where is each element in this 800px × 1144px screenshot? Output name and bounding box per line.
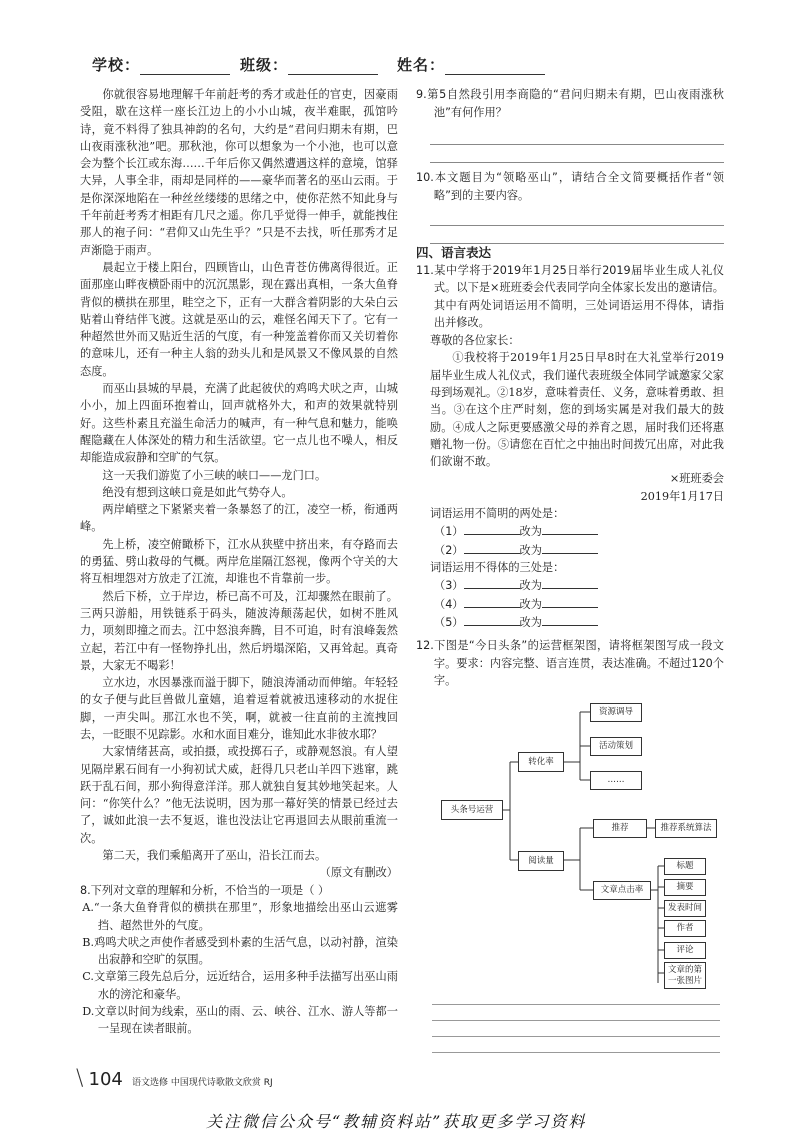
node-recommend: 推荐 bbox=[593, 819, 647, 838]
fill-num: （3） bbox=[434, 579, 464, 593]
article-paragraph: 两岸峭壁之下紧紧夹着一条暴怒了的江，凌空一桥，衔通两峰。 bbox=[80, 503, 398, 534]
change-word: 改为 bbox=[519, 543, 542, 557]
q8-option-c[interactable]: C.文章第三段先总后分，远近结合，运用多种手法描写出巫山雨水的滂沱和豪华。 bbox=[82, 970, 398, 1001]
name-input-line[interactable] bbox=[445, 58, 545, 75]
answer-line[interactable] bbox=[430, 145, 724, 163]
section-heading: 四、语言表达 bbox=[416, 245, 492, 261]
school-field bbox=[92, 54, 230, 75]
q8-option-b[interactable]: B.鸡鸣犬吠之声使作者感受到朴素的生活气息，以动衬静，渲染出寂静和空旷的氛围。 bbox=[82, 935, 398, 967]
class-field bbox=[240, 54, 378, 75]
blank[interactable] bbox=[464, 613, 520, 626]
article-paragraph: 这一天我们游览了小三峡的峡口——龙门口。 bbox=[102, 468, 327, 482]
change-word: 改为 bbox=[519, 525, 542, 539]
fill-row bbox=[416, 613, 724, 631]
node-author: 作者 bbox=[664, 920, 706, 937]
page-footer: \ 104 语文选修 中国现代诗歌散文欣赏 RJ bbox=[76, 1066, 273, 1091]
bottom-note: 关注微信公众号“教辅资料站”获取更多学习资料 bbox=[206, 1112, 587, 1131]
node-root: 头条号运营 bbox=[441, 800, 503, 820]
answer-line[interactable] bbox=[432, 1036, 720, 1037]
blank[interactable] bbox=[542, 613, 598, 626]
name-label: 姓名： bbox=[397, 56, 446, 74]
blank[interactable] bbox=[542, 576, 598, 589]
letter-body: ①我校将于2019年1月25日早8时在大礼堂举行2019届毕业生成人礼仪式，我们谨代表班级全体同学诚邀家父家母到场观礼。②18岁，意味着责任、义务，意味着勇敢、担当。③在这个庄严时刻，您的到场实属是对我们最大的鼓励。④成人之际更要感激父母的养育之恩，届时我们还将惠赠礼物一份。⑤请您在百忙之中抽出时间拨冗出席，对此我们欲谢不敢。 bbox=[430, 351, 724, 469]
blank[interactable] bbox=[464, 522, 520, 535]
node-title: 标题 bbox=[664, 858, 706, 875]
blank[interactable] bbox=[542, 522, 598, 535]
node-ellipsis: …… bbox=[590, 771, 642, 790]
node-conversion: 转化率 bbox=[518, 752, 564, 772]
fill-row bbox=[416, 541, 724, 559]
article-paragraph: 晨起立于楼上阳台，四顾皆山，山色青苍仿佛离得很近。正面那座山畔夜横卧雨中的沉沉黑影，现在露出真相，一条大鱼脊背似的横拱在那里，畦空之下，正有一大群含着阴影的大朵白云贴着山脊结伴飞渡。这就是巫山的云，难怪名闻天下了。它有一种超然世外而又贴近生活的气度，有一种笼盖着你而又关切着你的意味儿，还有一种主人翁的劲头儿和是风景又不像风景的自然态度。 bbox=[80, 260, 398, 378]
article-paragraph: 绝没有想到这峡口竟是如此气势夺人。 bbox=[102, 485, 293, 499]
fill-num: （5） bbox=[434, 615, 464, 629]
answer-line[interactable] bbox=[432, 1052, 720, 1053]
left-column bbox=[80, 86, 398, 1038]
question-11: 11.某中学将于2019年1月25日举行2019届毕业生成人礼仪式。以下是×班班委会代表同学向全体家长发出的邀请信。其中有两处词语运用不简明，三处词语运用不得体，请指出并修改。 bbox=[416, 263, 724, 330]
name-field bbox=[397, 54, 545, 75]
right-column bbox=[416, 86, 724, 690]
fill-row bbox=[416, 522, 724, 540]
letter-greeting: 尊敬的各位家长： bbox=[430, 334, 520, 348]
answer-line[interactable] bbox=[432, 1004, 720, 1005]
concise-label: 词语运用不简明的两处是： bbox=[430, 507, 565, 521]
fill-num: （4） bbox=[434, 597, 464, 611]
source-note: （原文有删改） bbox=[319, 866, 398, 880]
answer-line[interactable] bbox=[430, 208, 724, 226]
question-8: 8.下列对文章的理解和分析，不恰当的一项是（ ） bbox=[80, 883, 330, 897]
book-title: 语文选修 中国现代诗歌散文欣赏 RJ bbox=[131, 1078, 273, 1088]
q8-option-d[interactable]: D.文章以时间为线索，巫山的雨、云、峡谷、江水、游人等都一一呈现在读者眼前。 bbox=[82, 1005, 398, 1036]
article-paragraph: 第二天，我们乘船离开了巫山，沿长江而去。 bbox=[102, 849, 327, 863]
blank[interactable] bbox=[464, 595, 520, 608]
blank[interactable] bbox=[542, 595, 598, 608]
question-10: 10.本文题目为“领略巫山”，请结合全文简要概括作者“领略”到的主要内容。 bbox=[416, 171, 724, 202]
question-12: 12.下图是“今日头条”的运营框架图，请将框架图写成一段文字。要求：内容完整、语言连贯，表达准确。不超过120个字。 bbox=[416, 639, 724, 688]
article-paragraph: 大家情绪甚高，或拍摄，或投掷石子，或静观怒浪。有人望见隔岸累石间有一小狗初试犬威，赶得几只老山羊四下逃窜，跳跃于乱石间，那小狗得意洋洋。那人就独自复其妙地笑起来。人问：“你笑什么？”他无法说明，因为那一幕好笑的情景已经过去了，诚如此浪一去不复返，谁也没法让它再退回去从眼前重流一次。 bbox=[80, 745, 398, 845]
answer-line[interactable] bbox=[432, 1020, 720, 1021]
class-input-line[interactable] bbox=[288, 58, 378, 75]
answer-line[interactable] bbox=[430, 226, 724, 244]
article-paragraph: 然后下桥，立于岸边，桥已高不可及，江却骤然在眼前了。三两只游船，用铁链系于码头，随波涛颠荡起伏，如树不胜风力，项刻即撞之而去。江中怒浪奔腾，目不可追，时有浪峰轰然立起，若江中有一怪物挣扎出，然后坍塌深陷，又再耸起。真奇景，大家无不喝彩！ bbox=[80, 589, 398, 672]
article-paragraph: 而巫山县城的早晨，充满了此起彼伏的鸡鸣犬吠之声，山城小小，加上四面环抱着山，回声就格外大，和声的效果就特别好。这些朴素且充溢生命活力的喊声，有一种气息和魅力，能唤醒隐藏在人体深处的精力和生活欲望。它一点儿也不噪人，相反却能造成寂静和空旷的气氛。 bbox=[80, 382, 398, 465]
article-paragraph: 先上桥，凌空俯瞰桥下，江水从狭壁中挤出来，有夺路而去的勇猛、劈山救母的气概。两岸危崖隔江怒视，像两个守关的大将互相埋怨对方放走了江流，却谁也不肯靠前一步。 bbox=[80, 537, 398, 586]
letter-signature: ×班班委会 bbox=[669, 472, 724, 486]
node-summary: 摘要 bbox=[664, 879, 706, 896]
class-label: 班级： bbox=[240, 56, 289, 74]
node-first-image: 文章的第一张图片 bbox=[664, 962, 706, 989]
question-9: 9.第5自然段引用李商隐的“君问归期未有期，巴山夜雨涨秋池”有何作用？ bbox=[416, 88, 724, 119]
fill-num: （1） bbox=[434, 525, 464, 539]
change-word: 改为 bbox=[519, 597, 542, 611]
node-activity: 活动策划 bbox=[590, 737, 642, 756]
answer-line[interactable] bbox=[430, 127, 724, 145]
blank[interactable] bbox=[464, 541, 520, 554]
node-comment: 评论 bbox=[664, 942, 706, 959]
school-label: 学校： bbox=[92, 56, 141, 74]
fill-row bbox=[416, 595, 724, 613]
change-word: 改为 bbox=[519, 615, 542, 629]
blank[interactable] bbox=[542, 541, 598, 554]
article-paragraph: 你就很容易地理解千年前赶考的秀才或赴任的官吏，因豪雨受阻，歇在这样一座长江边上的小小山城，夜半难眠，孤馆吟诗，竟不料得了独具神韵的名句，大约是“君问归期未有期，巴山夜雨涨秋池”吧。那秋池，你可以想象为一个小池，也可以意会为整个长江或东海……千年后你又偶然遭遇这样的意境，馆驿大异，人事全非，雨却是同样的——豪华而著名的巫山云雨。于是你深深地陷在一种丝丝缕缕的思绪之中，使你茫然不知此身与千年前赶考秀才相距有几尺之遥。你几乎觉得一伸手，就能拽住那人的袍子问：“君仰又山先生乎？”只是不去找，听任那秀才足声渐隐于雨声。 bbox=[80, 88, 398, 257]
improper-label: 词语运用不得体的三处是： bbox=[430, 560, 565, 574]
blank[interactable] bbox=[464, 576, 520, 589]
node-clickrate: 文章点击率 bbox=[593, 881, 651, 900]
page-number: 104 bbox=[88, 1069, 123, 1090]
letter-date: 2019年1月17日 bbox=[640, 489, 724, 503]
change-word: 改为 bbox=[519, 579, 542, 593]
q8-option-a[interactable]: A.“一条大鱼脊背似的横拱在那里”，形象地描绘出巫山云遮雾挡、超然世外的气度。 bbox=[82, 901, 398, 932]
node-pubtime: 发表时间 bbox=[664, 900, 706, 917]
node-reading: 阅读量 bbox=[518, 851, 564, 871]
fill-row bbox=[416, 576, 724, 594]
article-paragraph: 立水边，水因暴涨而溢于脚下，随浪涛涌动而伸缩。年轻轻的女子便与此巨兽做儿童嬉，追着逗着就被迅速移动的水捉住脚，一声尖叫。那江水也不笑，啊，就被一往直前的主流拽回去，一眨眼不见踪影。水和水面目难分，谁知此水非彼水耶？ bbox=[80, 676, 398, 741]
fill-num: （2） bbox=[434, 543, 464, 557]
node-resource: 资源调导 bbox=[590, 703, 642, 722]
school-input-line[interactable] bbox=[140, 58, 230, 75]
node-algorithm: 推荐系统算法 bbox=[655, 819, 717, 838]
